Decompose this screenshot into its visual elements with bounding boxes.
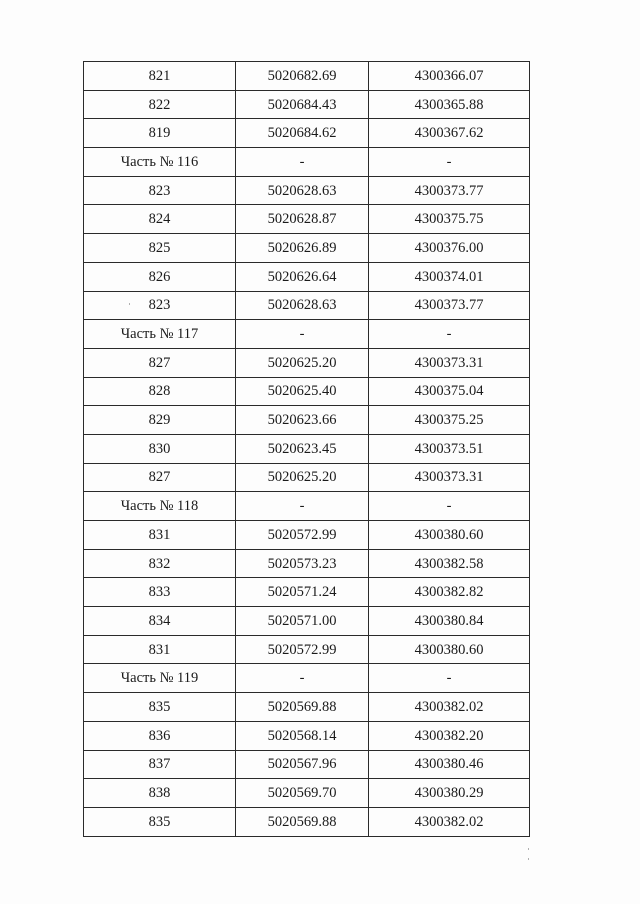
x-coordinate-cell: 5020571.24 (236, 578, 369, 607)
scan-speck (528, 848, 529, 850)
point-number-cell: 827 (84, 463, 236, 492)
y-coordinate-cell: 4300375.75 (369, 205, 530, 234)
y-coordinate-cell: 4300380.60 (369, 521, 530, 550)
y-coordinate-cell: 4300365.88 (369, 90, 530, 119)
table-row (84, 549, 530, 578)
x-coordinate-cell: 5020684.43 (236, 90, 369, 119)
table-row (84, 406, 530, 435)
y-coordinate-cell: 4300380.29 (369, 779, 530, 808)
y-coordinate-cell: 4300373.31 (369, 463, 530, 492)
y-coordinate-cell: 4300382.02 (369, 807, 530, 836)
y-coordinate-cell: 4300367.62 (369, 119, 530, 148)
y-coordinate-cell: 4300373.31 (369, 348, 530, 377)
table-row (84, 807, 530, 836)
x-coordinate-cell: 5020569.88 (236, 693, 369, 722)
point-number-cell: 831 (84, 635, 236, 664)
x-coordinate-cell: 5020623.45 (236, 434, 369, 463)
point-number-cell: 823 (84, 176, 236, 205)
table-row (84, 119, 530, 148)
point-number-cell: 825 (84, 234, 236, 263)
section-label-cell: Часть № 119 (84, 664, 236, 693)
table-row (84, 291, 530, 320)
point-number-cell: 832 (84, 549, 236, 578)
x-coordinate-cell: 5020623.66 (236, 406, 369, 435)
x-coordinate-cell: 5020569.70 (236, 779, 369, 808)
x-coordinate-cell: - (236, 320, 369, 349)
scan-speck (129, 303, 130, 305)
y-coordinate-cell: - (369, 492, 530, 521)
table-row (84, 463, 530, 492)
table-row (84, 607, 530, 636)
x-coordinate-cell: 5020571.00 (236, 607, 369, 636)
table-row (84, 779, 530, 808)
x-coordinate-cell: 5020626.89 (236, 234, 369, 263)
section-label-cell: Часть № 118 (84, 492, 236, 521)
point-number-cell: 826 (84, 262, 236, 291)
point-number-cell: 829 (84, 406, 236, 435)
table-row (84, 635, 530, 664)
y-coordinate-cell: 4300380.84 (369, 607, 530, 636)
point-number-cell: 834 (84, 607, 236, 636)
x-coordinate-cell: 5020628.63 (236, 291, 369, 320)
point-number-cell: 833 (84, 578, 236, 607)
table-row (84, 234, 530, 263)
section-header-row (84, 320, 530, 349)
section-header-row (84, 492, 530, 521)
x-coordinate-cell: 5020568.14 (236, 721, 369, 750)
table-row (84, 348, 530, 377)
section-header-row (84, 148, 530, 177)
y-coordinate-cell: 4300366.07 (369, 62, 530, 91)
x-coordinate-cell: - (236, 664, 369, 693)
y-coordinate-cell: - (369, 148, 530, 177)
x-coordinate-cell: 5020682.69 (236, 62, 369, 91)
point-number-cell: 822 (84, 90, 236, 119)
x-coordinate-cell: 5020572.99 (236, 635, 369, 664)
y-coordinate-cell: 4300373.51 (369, 434, 530, 463)
point-number-cell: 824 (84, 205, 236, 234)
y-coordinate-cell: 4300375.04 (369, 377, 530, 406)
y-coordinate-cell: 4300382.20 (369, 721, 530, 750)
point-number-cell: 838 (84, 779, 236, 808)
x-coordinate-cell: 5020625.20 (236, 463, 369, 492)
point-number-cell: 827 (84, 348, 236, 377)
y-coordinate-cell: 4300382.82 (369, 578, 530, 607)
y-coordinate-cell: - (369, 664, 530, 693)
y-coordinate-cell: 4300374.01 (369, 262, 530, 291)
x-coordinate-cell: 5020569.88 (236, 807, 369, 836)
x-coordinate-cell: 5020572.99 (236, 521, 369, 550)
x-coordinate-cell: 5020626.64 (236, 262, 369, 291)
x-coordinate-cell: 5020567.96 (236, 750, 369, 779)
point-number-cell: 835 (84, 807, 236, 836)
x-coordinate-cell: 5020625.20 (236, 348, 369, 377)
table-row (84, 205, 530, 234)
y-coordinate-cell: 4300373.77 (369, 291, 530, 320)
y-coordinate-cell: 4300380.60 (369, 635, 530, 664)
point-number-cell: 821 (84, 62, 236, 91)
point-number-cell: 819 (84, 119, 236, 148)
x-coordinate-cell: - (236, 148, 369, 177)
point-number-cell: 837 (84, 750, 236, 779)
y-coordinate-cell: 4300382.58 (369, 549, 530, 578)
table-row (84, 90, 530, 119)
x-coordinate-cell: - (236, 492, 369, 521)
point-number-cell: 830 (84, 434, 236, 463)
y-coordinate-cell: 4300382.02 (369, 693, 530, 722)
section-header-row (84, 664, 530, 693)
x-coordinate-cell: 5020625.40 (236, 377, 369, 406)
point-number-cell: 836 (84, 721, 236, 750)
scan-speck (528, 858, 529, 860)
table-row (84, 262, 530, 291)
x-coordinate-cell: 5020684.62 (236, 119, 369, 148)
table-row (84, 693, 530, 722)
x-coordinate-cell: 5020628.63 (236, 176, 369, 205)
x-coordinate-cell: 5020573.23 (236, 549, 369, 578)
y-coordinate-cell: 4300375.25 (369, 406, 530, 435)
point-number-cell: 828 (84, 377, 236, 406)
table-row (84, 62, 530, 91)
section-label-cell: Часть № 117 (84, 320, 236, 349)
table-row (84, 750, 530, 779)
section-label-cell: Часть № 116 (84, 148, 236, 177)
table-row (84, 578, 530, 607)
table-row (84, 721, 530, 750)
table-row (84, 521, 530, 550)
point-number-cell: 831 (84, 521, 236, 550)
table-row (84, 434, 530, 463)
y-coordinate-cell: - (369, 320, 530, 349)
coordinates-table-body (84, 62, 530, 837)
point-number-cell: 823 (84, 291, 236, 320)
coordinates-table (83, 61, 530, 837)
point-number-cell: 835 (84, 693, 236, 722)
y-coordinate-cell: 4300376.00 (369, 234, 530, 263)
y-coordinate-cell: 4300373.77 (369, 176, 530, 205)
table-row (84, 377, 530, 406)
table-row (84, 176, 530, 205)
y-coordinate-cell: 4300380.46 (369, 750, 530, 779)
x-coordinate-cell: 5020628.87 (236, 205, 369, 234)
